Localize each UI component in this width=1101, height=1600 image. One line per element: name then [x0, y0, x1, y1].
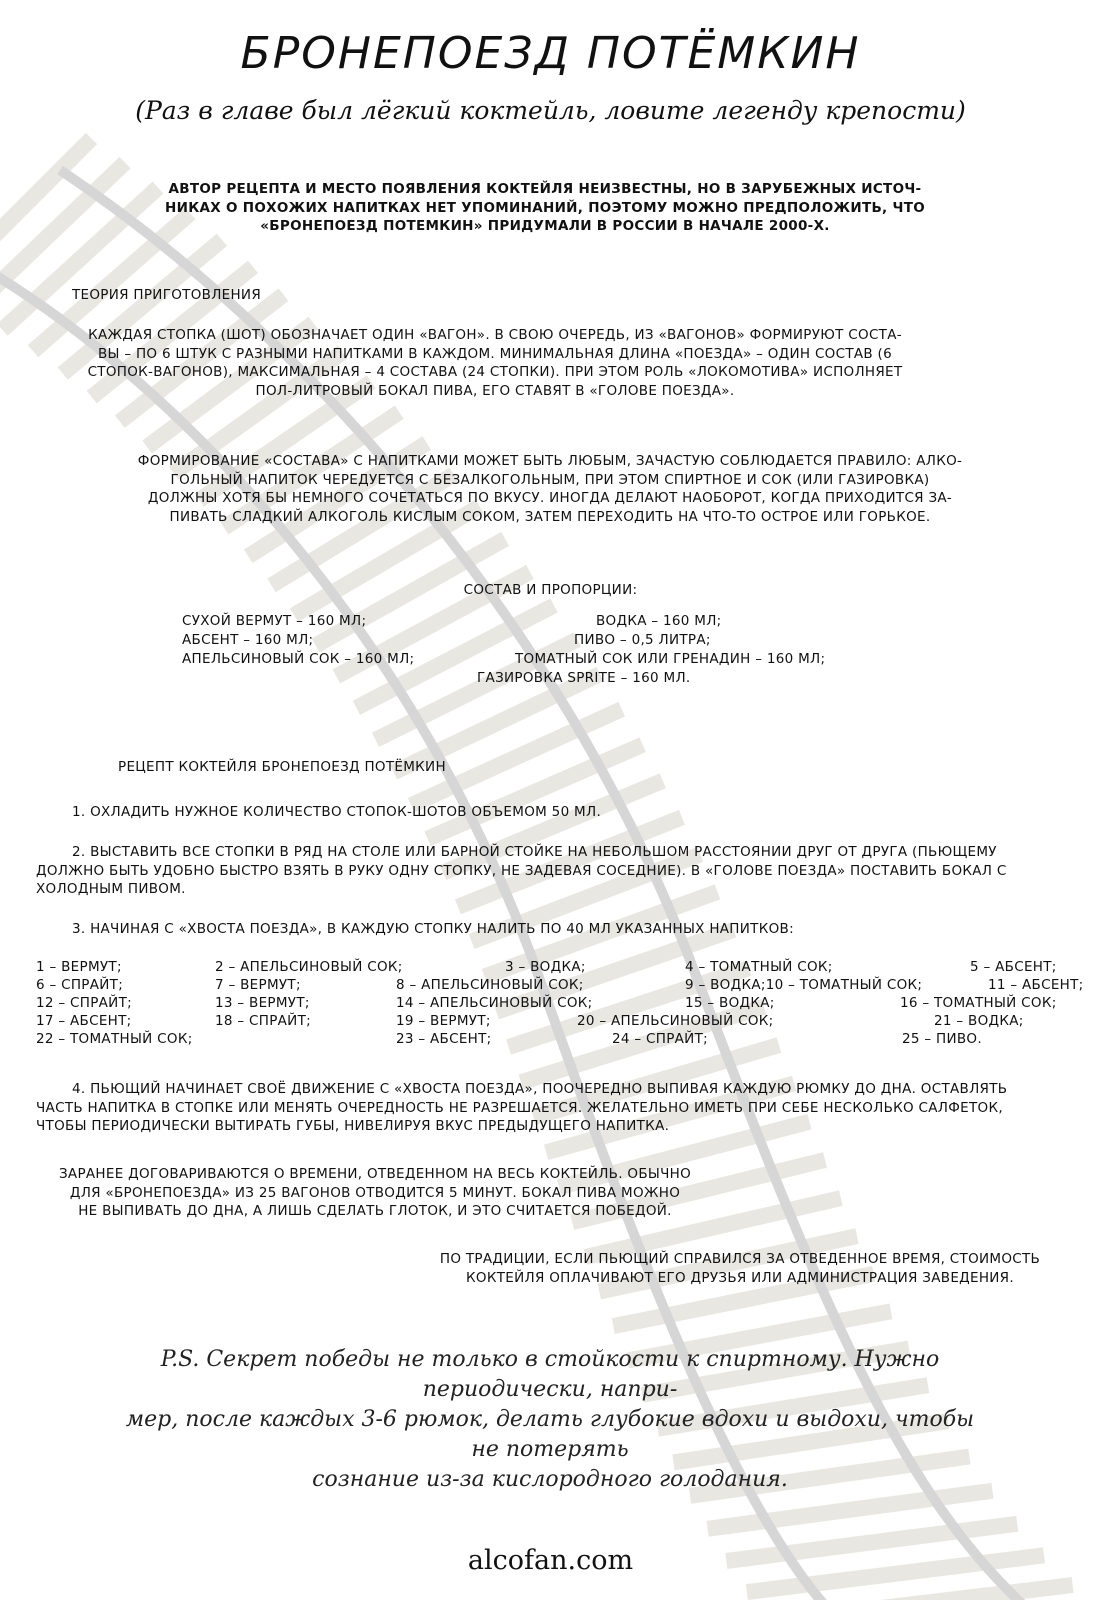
shot-item: 3 – ВОДКА; — [505, 959, 586, 975]
shot-item: 15 – ВОДКА; — [685, 995, 775, 1011]
ingredient-item: СУХОЙ ВЕРМУТ – 160 МЛ; — [182, 613, 367, 629]
shot-item: 12 – СПРАЙТ; — [36, 995, 132, 1011]
theory-heading: ТЕОРИЯ ПРИГОТОВЛЕНИЯ — [72, 287, 262, 303]
shot-item: 19 – ВЕРМУТ; — [396, 1013, 491, 1029]
shot-item: 1 – ВЕРМУТ; — [36, 959, 122, 975]
ingredients-heading: СОСТАВ И ПРОПОРЦИИ: — [463, 582, 638, 598]
shot-item: 4 – ТОМАТНЫЙ СОК; — [685, 959, 833, 975]
intro-paragraph: АВТОР РЕЦЕПТА И МЕСТО ПОЯВЛЕНИЯ КОКТЕЙЛЯ НЕИЗВЕСТНЫ, НО В ЗАРУБЕЖНЫХ ИСТОЧ- НИКАХ О ПОХОЖИХ НАПИТКАХ НЕТ УПОМИНАНИЙ, ПОЭТОМУ МОЖНО ПРЕДПОЛОЖИТЬ, ЧТО «БРОНЕПОЕЗД ПОТЕМКИН» ПРИДУМАЛИ В РОССИИ В НАЧАЛЕ 2000-Х. — [165, 181, 925, 234]
shot-item: 21 – ВОДКА; — [934, 1013, 1024, 1029]
shots-list — [0, 958, 1101, 1058]
shot-item: 25 – ПИВО. — [902, 1031, 982, 1047]
shot-item: 6 – СПРАЙТ; — [36, 977, 124, 993]
ingredient-item: ПИВО – 0,5 ЛИТРА; — [574, 632, 711, 648]
ingredient-item: ВОДКА – 160 МЛ; — [596, 613, 722, 629]
shot-item: 14 – АПЕЛЬСИНОВЫЙ СОК; — [396, 995, 593, 1011]
shot-item: 24 – СПРАЙТ; — [612, 1031, 708, 1047]
shot-item: 9 – ВОДКА;10 – ТОМАТНЫЙ СОК; — [685, 977, 923, 993]
shot-item: 20 – АПЕЛЬСИНОВЫЙ СОК; — [577, 1013, 774, 1029]
shot-item: 23 – АБСЕНТ; — [396, 1031, 492, 1047]
tradition-note: ПО ТРАДИЦИИ, ЕСЛИ ПЬЮЩИЙ СПРАВИЛСЯ ЗА ОТВЕДЕННОЕ ВРЕМЯ, СТОИМОСТЬ КОКТЕЙЛЯ ОПЛАЧИВАЮТ ЕГО ДРУЗЬЯ ИЛИ АДМИНИСТРАЦИЯ ЗАВЕДЕНИЯ. — [439, 1251, 1041, 1286]
shot-item: 2 – АПЕЛЬСИНОВЫЙ СОК; — [215, 959, 403, 975]
ingredient-item: ГАЗИРОВКА SPRITE – 160 МЛ. — [477, 670, 691, 686]
postscript-note: P.S. Секрет победы не только в стойкости к спиртному. Нужно периодически, напри- мер, после каждых 3-6 рюмок, делать глубокие вдохи и выдохи, чтобы не потерять сознание из-за кислородного голодания. — [125, 1347, 975, 1492]
shot-item: 7 – ВЕРМУТ; — [215, 977, 301, 993]
shot-item: 22 – ТОМАТНЫЙ СОК; — [36, 1031, 193, 1047]
step-3: 3. НАЧИНАЯ С «ХВОСТА ПОЕЗДА», В КАЖДУЮ СТОПКУ НАЛИТЬ ПО 40 МЛ УКАЗАННЫХ НАПИТКОВ: — [72, 921, 794, 937]
shot-item: 16 – ТОМАТНЫЙ СОК; — [900, 995, 1057, 1011]
site-footer: alcofan.com — [467, 1545, 634, 1576]
time-note: ЗАРАНЕЕ ДОГОВАРИВАЮТСЯ О ВРЕМЕНИ, ОТВЕДЕННОМ НА ВЕСЬ КОКТЕЙЛЬ. ОБЫЧНО ДЛЯ «БРОНЕПОЕЗДА» ИЗ 25 ВАГОНОВ ОТВОДИТСЯ 5 МИНУТ. БОКАЛ ПИВА МОЖНО НЕ ВЫПИВАТЬ ДО ДНА, А ЛИШЬ СДЕЛАТЬ ГЛОТОК, И ЭТО СЧИТАЕТСЯ ПОБЕДОЙ. — [58, 1166, 692, 1219]
shot-item: 11 – АБСЕНТ; — [988, 977, 1084, 993]
step-4: 4. ПЬЮЩИЙ НАЧИНАЕТ СВОЁ ДВИЖЕНИЕ С «ХВОСТА ПОЕЗДА», ПООЧЕРЕДНО ВЫПИВАЯ КАЖДУЮ РЮМКУ ДО ДНА. ОСТАВЛЯТЬ ЧАСТЬ НАПИТКА В СТОПКЕ ИЛИ МЕНЯТЬ ОЧЕРЕДНОСТЬ НЕ РАЗРЕШАЕТСЯ. ЖЕЛАТЕЛЬНО ИМЕТЬ ПРИ СЕБЕ НЕСКОЛЬКО САЛФЕТОК, ЧТОБЫ ПЕРИОДИЧЕСКИ ВЫТИРАТЬ ГУБЫ, НИВЕЛИРУЯ ВКУС ПРЕДЫДУЩЕГО НАПИТКА. — [36, 1081, 1008, 1134]
shot-item: 13 – ВЕРМУТ; — [215, 995, 310, 1011]
shot-item: 8 – АПЕЛЬСИНОВЫЙ СОК; — [396, 977, 584, 993]
ingredient-item: ТОМАТНЫЙ СОК ИЛИ ГРЕНАДИН – 160 МЛ; — [515, 651, 826, 667]
theory-paragraph-2: ФОРМИРОВАНИЕ «СОСТАВА» С НАПИТКАМИ МОЖЕТ БЫТЬ ЛЮБЫМ, ЗАЧАСТУЮ СОБЛЮДАЕТСЯ ПРАВИЛО: АЛКО- ГОЛЬНЫЙ НАПИТОК ЧЕРЕДУЕТСЯ С БЕЗАЛКОГОЛЬНЫМ, ПРИ ЭТОМ СПИРТНОЕ И СОК (ИЛИ ГАЗИРОВКА) ДОЛЖНЫ ХОТЯ БЫ НЕМНОГО СОЧЕТАТЬСЯ ПО ВКУСУ. ИНОГДА ДЕЛАЮТ НАОБОРОТ, КОГДА ПРИХОДИТСЯ ЗА- ПИВАТЬ СЛАДКИЙ АЛКОГОЛЬ КИСЛЫМ СОКОМ, ЗАТЕМ ПЕРЕХОДИТЬ НА ЧТО-ТО ОСТРОЕ ИЛИ ГОРЬКОЕ. — [137, 453, 963, 525]
shot-item: 18 – СПРАЙТ; — [215, 1013, 311, 1029]
page-subtitle: (Раз в главе был лёгкий коктейль, ловите легенду крепости) — [135, 96, 966, 125]
ingredient-item: АБСЕНТ – 160 МЛ; — [182, 632, 314, 648]
shot-item: 5 – АБСЕНТ; — [970, 959, 1057, 975]
shot-item: 17 – АБСЕНТ; — [36, 1013, 132, 1029]
ingredients-list — [0, 612, 1101, 692]
step-1: 1. ОХЛАДИТЬ НУЖНОЕ КОЛИЧЕСТВО СТОПОК-ШОТОВ ОБЪЕМОМ 50 МЛ. — [72, 804, 602, 820]
page-title: БРОНЕПОЕЗД ПОТЁМКИН — [240, 28, 861, 79]
step-2: 2. ВЫСТАВИТЬ ВСЕ СТОПКИ В РЯД НА СТОЛЕ ИЛИ БАРНОЙ СТОЙКЕ НА НЕБОЛЬШОМ РАССТОЯНИИ ДРУГ ОТ ДРУГА (ПЬЮЩЕМУ ДОЛЖНО БЫТЬ УДОБНО БЫСТРО ВЗЯТЬ В РУКУ ОДНУ СТОПКУ, НЕ ЗАДЕВАЯ СОСЕДНИЕ). В «ГОЛОВЕ ПОЕЗДА» ПОСТАВИТЬ БОКАЛ С ХОЛОДНЫМ ПИВОМ. — [36, 844, 1007, 897]
recipe-heading: РЕЦЕПТ КОКТЕЙЛЯ БРОНЕПОЕЗД ПОТЁМКИН — [118, 759, 446, 775]
ingredient-item: АПЕЛЬСИНОВЫЙ СОК – 160 МЛ; — [182, 651, 415, 667]
theory-paragraph-1: КАЖДАЯ СТОПКА (ШОТ) ОБОЗНАЧАЕТ ОДИН «ВАГОН». В СВОЮ ОЧЕРЕДЬ, ИЗ «ВАГОНОВ» ФОРМИРУЮТ СОСТА- ВЫ – ПО 6 ШТУК С РАЗНЫМИ НАПИТКАМИ В КАЖДОМ. МИНИМАЛЬНАЯ ДЛИНА «ПОЕЗДА» – ОДИН СОСТАВ (6 СТОПОК-ВАГОНОВ), МАКСИМАЛЬНАЯ – 4 СОСТАВА (24 СТОПКИ). ПРИ ЭТОМ РОЛЬ «ЛОКОМОТИВА» ИСПОЛНЯЕТ ПОЛ-ЛИТРОВЫЙ БОКАЛ ПИВА, ЕГО СТАВЯТ В «ГОЛОВЕ ПОЕЗДА». — [87, 327, 903, 399]
